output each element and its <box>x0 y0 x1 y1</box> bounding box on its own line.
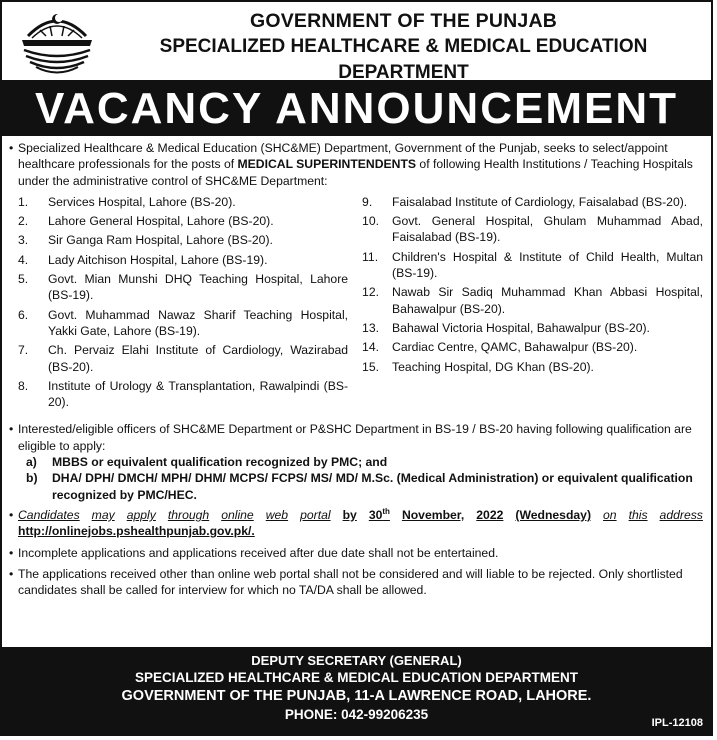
portal-link[interactable]: http://onlinejobs.pshealthpunjab.gov.pk/. <box>18 524 255 539</box>
hospital-name: Govt. General Hospital, Ghulam Muhammad Abad, Faisalabad (BS-19). <box>392 214 703 245</box>
hospital-name: Govt. Mian Munshi DHQ Teaching Hospital, Lahore (BS-19). <box>48 272 349 303</box>
intro-paragraph <box>10 140 703 189</box>
hospital-name: Sir Ganga Ram Hospital, Lahore (BS-20). <box>48 233 273 248</box>
list-item <box>360 213 703 246</box>
qualification-label: b) <box>26 471 38 486</box>
list-item <box>10 307 348 340</box>
deadline-line <box>10 507 703 523</box>
punjab-government-seal-icon <box>16 8 98 74</box>
footer-address: GOVERNMENT OF THE PUNJAB, 11-A LAWRENCE ROAD, LAHORE. <box>121 688 592 704</box>
hospital-name: Faisalabad Institute of Cardiology, Faisalabad (BS-20). <box>392 194 688 209</box>
footer-phone: PHONE: 042-99206235 <box>284 707 429 722</box>
list-item <box>10 252 348 268</box>
footer <box>2 647 711 734</box>
header <box>2 2 711 81</box>
reference-code: IPL-12108 <box>651 717 703 729</box>
list-item <box>10 378 348 411</box>
item-number: 6. <box>18 307 29 322</box>
hospital-name: Lady Aitchison Hospital, Lahore (BS-19). <box>48 252 268 267</box>
deadline-word: web <box>265 507 289 522</box>
footer-department: SPECIALIZED HEALTHCARE & MEDICAL EDUCATION DEPARTMENT <box>134 670 578 685</box>
hospital-list-right <box>348 194 703 414</box>
note-shortlist: • The applications received other than online web portal shall not be considered and will liable to be rejected. Only shortlisted candidates shall be called for interview for which no TA/DA shall be allowed. <box>10 566 703 599</box>
list-item <box>10 342 348 375</box>
qualification-b <box>26 470 703 503</box>
deadline-word: through <box>167 507 210 522</box>
qualification-label: a) <box>26 455 37 470</box>
list-item <box>10 271 348 304</box>
list-item <box>360 339 703 355</box>
deadline-word: on <box>603 507 617 522</box>
list-item <box>360 359 703 375</box>
qualification-text: MBBS or equivalent qualification recognized by PMC; and <box>52 455 388 470</box>
deadline-word: may <box>91 507 115 522</box>
header-government: GOVERNMENT OF THE PUNJAB <box>249 10 558 32</box>
item-number: 1. <box>18 194 29 209</box>
item-number: 10. <box>362 214 379 229</box>
deadline-date-day <box>369 507 390 523</box>
intro-text-1: Specialized Healthcare & Medical Education (SHC&ME) Department, Government of the Punjab, seeks to select/appoint healthcare professionals for the posts of <box>18 141 668 172</box>
deadline-word: apply <box>126 507 156 522</box>
hospital-name: Children's Hospital & Institute of Child Health, Multan (BS-19). <box>392 249 703 281</box>
hospital-name: Lahore General Hospital, Lahore (BS-20). <box>48 214 274 229</box>
list-item <box>360 249 703 282</box>
item-number: 5. <box>18 272 29 287</box>
deadline-word: address <box>659 507 703 522</box>
intro-text-2: of following Health Institutions / Teaching Hospitals under the administrative control of SHC&ME Department: <box>18 157 693 188</box>
hospital-name: Institute of Urology & Transplantation, Rawalpindi (BS-20). <box>48 378 349 410</box>
item-number: 9. <box>362 194 373 209</box>
item-number: 12. <box>362 285 379 300</box>
vacancy-banner: VACANCY ANNOUNCEMENT <box>2 81 711 136</box>
hospital-list <box>10 194 703 414</box>
hospital-name: Nawab Sir Sadiq Muhammad Khan Abbasi Hospital, Bahawalpur (BS-20). <box>392 285 703 316</box>
hospital-list-left <box>10 194 348 414</box>
deadline-word: portal <box>300 507 331 522</box>
hospital-name: Services Hospital, Lahore (BS-20). <box>48 194 236 209</box>
announcement-body <box>2 136 711 598</box>
hospital-name: Teaching Hospital, DG Khan (BS-20). <box>392 359 594 374</box>
deadline-word: this <box>628 507 648 522</box>
hospital-name: Cardiac Centre, QAMC, Bahawalpur (BS-20). <box>392 340 638 355</box>
header-department: SPECIALIZED HEALTHCARE & MEDICAL EDUCATION DEPARTMENT <box>159 36 648 83</box>
item-number: 13. <box>362 320 379 335</box>
deadline-month: November, <box>401 507 465 522</box>
deadline-weekday: (Wednesday) <box>515 507 592 522</box>
hospital-name: Govt. Muhammad Nawaz Sharif Teaching Hospital, Yakki Gate, Lahore (BS-19). <box>48 307 349 338</box>
item-number: 14. <box>362 340 379 355</box>
item-number: 4. <box>18 252 29 267</box>
note-incomplete: • Incomplete applications and applications received after due date shall not be entertained. <box>10 545 703 561</box>
eligibility-paragraph: • Interested/eligible officers of SHC&ME Department or P&SHC Department in BS-19 / BS-20 having following qualification are eligible to apply: <box>10 421 703 454</box>
footer-designation: DEPUTY SECRETARY (GENERAL) <box>251 653 462 668</box>
item-number: 7. <box>18 343 29 358</box>
hospital-name: Ch. Pervaiz Elahi Institute of Cardiology, Wazirabad (BS-20). <box>48 343 349 374</box>
item-number: 15. <box>362 359 379 374</box>
list-item <box>10 213 348 229</box>
hospital-name: Bahawal Victoria Hospital, Bahawalpur (BS-20). <box>392 320 650 335</box>
list-item <box>10 232 348 248</box>
qualification-a <box>26 454 703 470</box>
list-item <box>10 194 348 210</box>
item-number: 2. <box>18 214 29 229</box>
deadline-word: • Candidates <box>18 507 80 522</box>
deadline-year: 2022 <box>476 507 504 522</box>
item-number: 11. <box>362 249 379 264</box>
post-title: MEDICAL SUPERINTENDENTS <box>237 157 417 172</box>
deadline-word: online <box>221 507 254 522</box>
list-item <box>360 194 703 210</box>
deadline-by: by <box>342 507 357 522</box>
qualification-text: DHA/ DPH/ DMCH/ MPH/ DHM/ MCPS/ FCPS/ MS/ MD/ M.Sc. (Medical Administration) or equivalent qualification recognized by PMC/HEC. <box>52 471 693 502</box>
list-item <box>360 320 703 336</box>
list-item <box>360 284 703 317</box>
deadline-day: 30 <box>368 507 383 522</box>
item-number: 8. <box>18 378 29 393</box>
item-number: 3. <box>18 233 29 248</box>
header-title-block <box>102 8 705 86</box>
deadline-day-suffix: th <box>382 506 390 516</box>
